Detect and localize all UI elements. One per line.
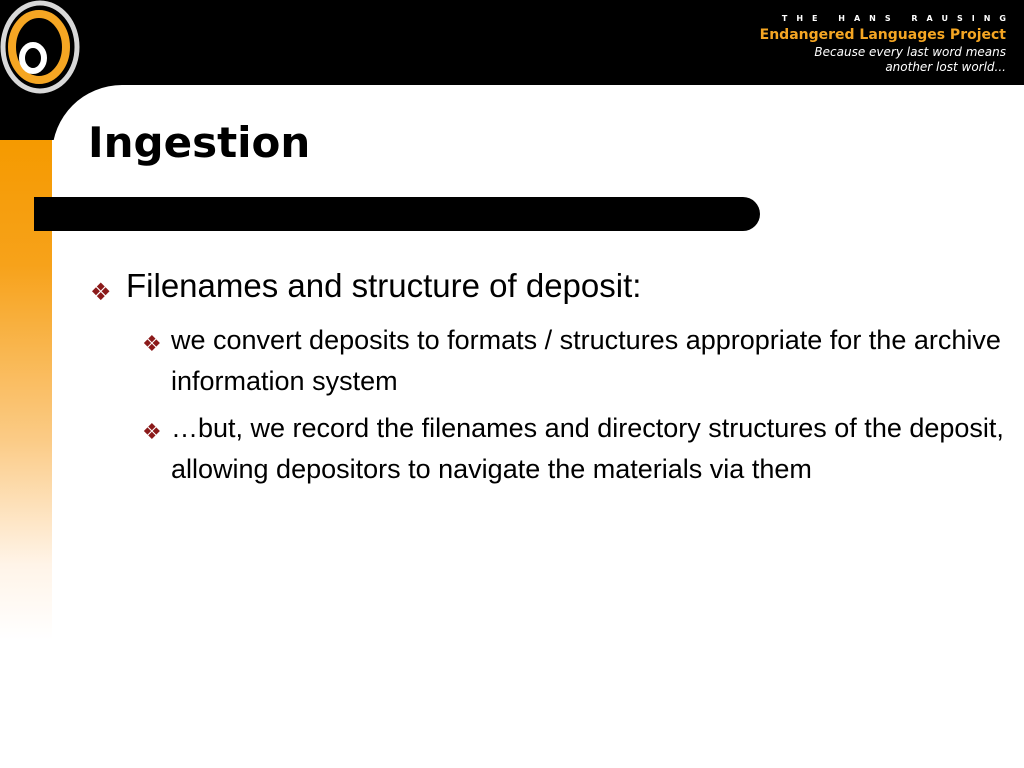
ring-logo-icon	[0, 0, 84, 96]
sub-bullet-text: …but, we record the filenames and directory structures of the deposit, allowing depositors to navigate the materials via them	[171, 413, 1004, 484]
project-name: Endangered Languages Project	[759, 27, 1006, 43]
list-item	[142, 408, 1007, 490]
tagline-line-1: Because every last word means	[814, 45, 1006, 59]
brand-block	[759, 14, 1015, 75]
title-underline-bar	[34, 197, 760, 231]
diamond-bullet-icon: ❖	[142, 332, 162, 357]
slide-title: Ingestion	[88, 118, 311, 167]
diamond-bullet-icon: ❖	[142, 420, 162, 445]
org-line: THE HANS RAUSING	[781, 14, 1015, 23]
list-item	[90, 266, 990, 306]
sub-bullet-text: we convert deposits to formats / structures appropriate for the archive information system	[171, 325, 1001, 396]
tagline-line-2: another lost world...	[885, 60, 1006, 74]
bullet-text: Filenames and structure of deposit:	[126, 267, 642, 304]
list-item	[142, 320, 1007, 402]
tagline	[760, 45, 1006, 75]
diamond-bullet-icon: ❖	[90, 278, 112, 306]
